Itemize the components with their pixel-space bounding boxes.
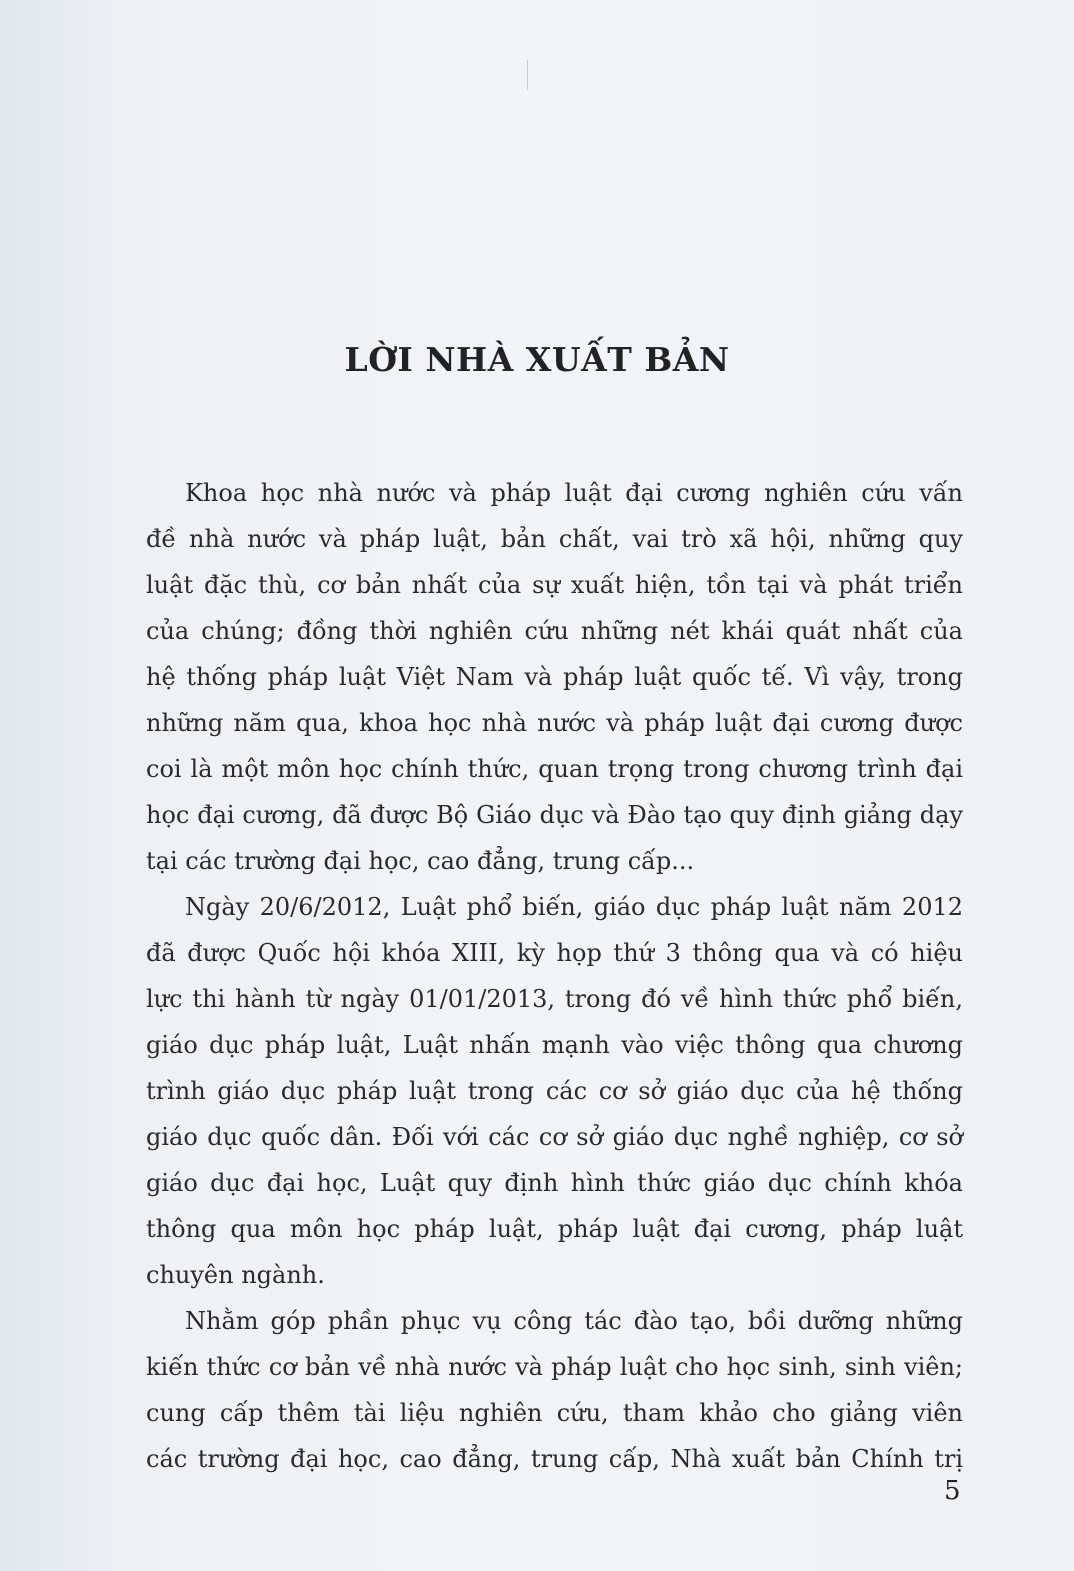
text-line: Nhằm góp phần phục vụ công tác đào tạo, bồi dưỡng những: [185, 1307, 963, 1335]
text-line: cung cấp thêm tài liệu nghiên cứu, tham khảo cho giảng viên: [146, 1399, 963, 1427]
text-line: chuyên ngành.: [146, 1261, 325, 1289]
paragraph: [146, 884, 963, 1298]
text-line: hệ thống pháp luật Việt Nam và pháp luật quốc tế. Vì vậy, trong: [146, 663, 963, 691]
text-line: học đại cương, đã được Bộ Giáo dục và Đào tạo quy định giảng dạy: [146, 801, 963, 829]
text-line: tại các trường đại học, cao đẳng, trung cấp...: [146, 847, 695, 875]
text-line: những năm qua, khoa học nhà nước và pháp luật đại cương được: [146, 709, 963, 737]
text-line: thông qua môn học pháp luật, pháp luật đại cương, pháp luật: [146, 1215, 963, 1243]
text-line: đã được Quốc hội khóa XIII, kỳ họp thứ 3 thông qua và có hiệu: [146, 939, 963, 967]
text-line: kiến thức cơ bản về nhà nước và pháp luật cho học sinh, sinh viên;: [146, 1353, 963, 1381]
text-line: trình giáo dục pháp luật trong các cơ sở giáo dục của hệ thống: [146, 1077, 963, 1105]
text-line: các trường đại học, cao đẳng, trung cấp, Nhà xuất bản Chính trị: [146, 1445, 963, 1473]
text-line: giáo dục đại học, Luật quy định hình thức giáo dục chính khóa: [146, 1169, 963, 1197]
text-line: giáo dục pháp luật, Luật nhấn mạnh vào việc thông qua chương: [146, 1031, 963, 1059]
text-line: Khoa học nhà nước và pháp luật đại cương nghiên cứu vấn: [185, 479, 963, 507]
text-line: luật đặc thù, cơ bản nhất của sự xuất hiện, tồn tại và phát triển: [146, 571, 963, 599]
text-line: lực thi hành từ ngày 01/01/2013, trong đó về hình thức phổ biến,: [146, 985, 963, 1013]
page-title: LỜI NHÀ XUẤT BẢN: [344, 340, 730, 379]
body-text: [146, 470, 963, 1482]
paragraph: [146, 1298, 963, 1482]
text-line: đề nhà nước và pháp luật, bản chất, vai trò xã hội, những quy: [146, 525, 963, 553]
text-line: của chúng; đồng thời nghiên cứu những nét khái quát nhất của: [146, 617, 963, 645]
page-number: 5: [944, 1476, 961, 1506]
scan-artifact: [527, 60, 528, 90]
text-line: Ngày 20/6/2012, Luật phổ biến, giáo dục pháp luật năm 2012: [185, 893, 963, 921]
text-line: giáo dục quốc dân. Đối với các cơ sở giáo dục nghề nghiệp, cơ sở: [146, 1123, 963, 1151]
text-line: coi là một môn học chính thức, quan trọng trong chương trình đại: [146, 755, 963, 783]
paragraph: [146, 470, 963, 884]
